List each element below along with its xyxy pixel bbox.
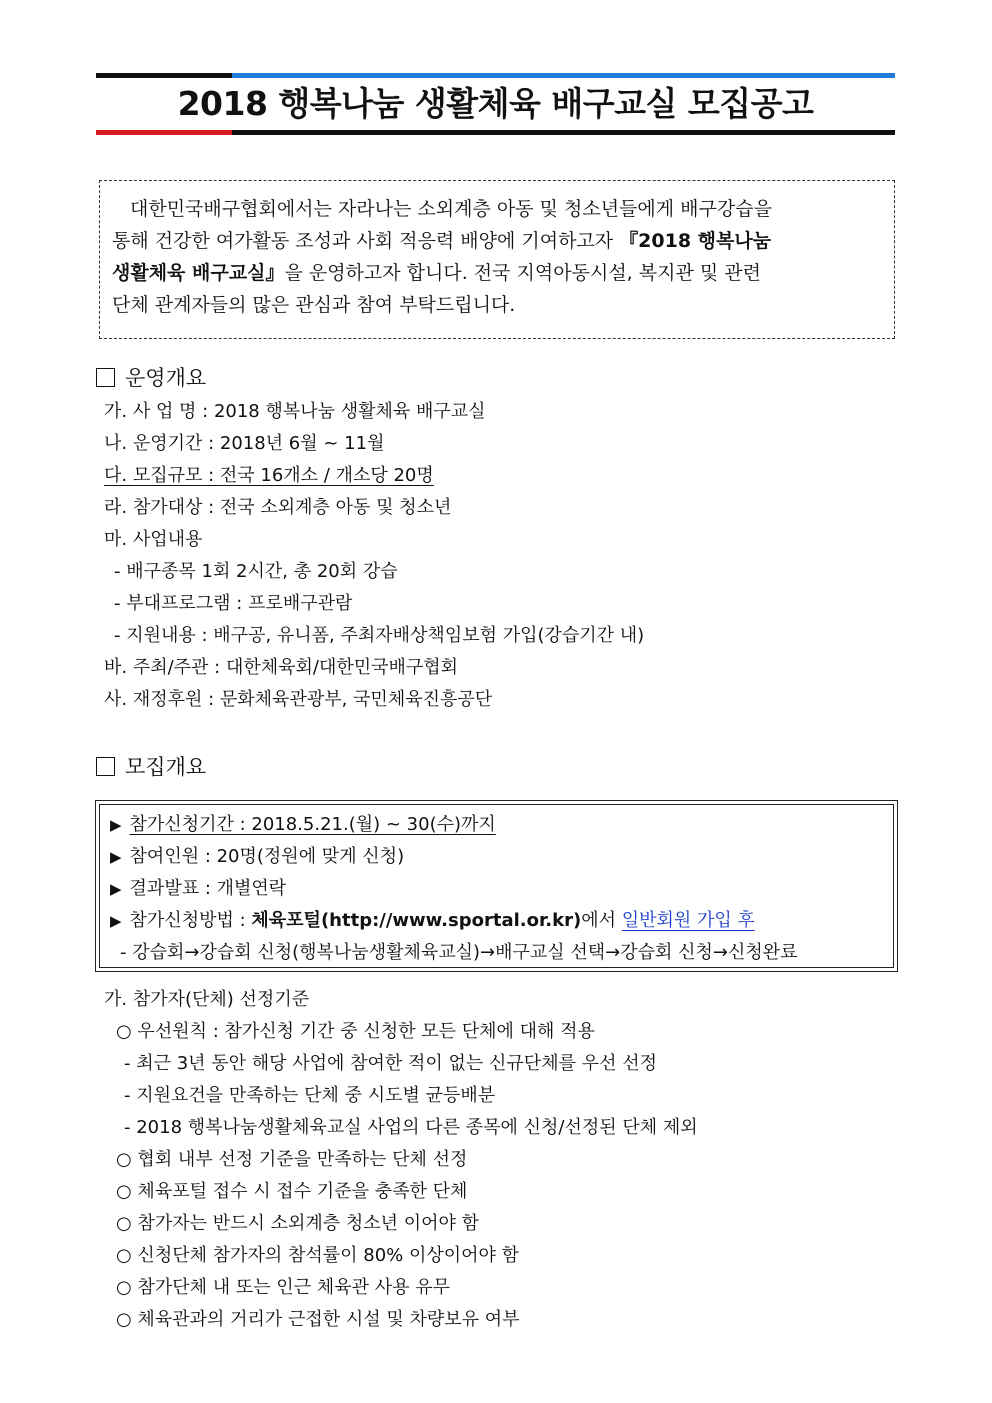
operation-item: 라. 참가대상 : 전국 소외계층 아동 및 청소년 — [104, 497, 452, 518]
criteria-item: ○ 체육포털 접수 시 접수 기준을 충족한 단체 — [116, 1181, 468, 1202]
recruit-info-box — [95, 800, 898, 972]
criteria-item: ○ 협회 내부 선정 기준을 만족하는 단체 선정 — [116, 1149, 468, 1170]
criteria-item: ○ 체육관과의 거리가 근접한 시설 및 차량보유 여부 — [116, 1309, 520, 1330]
checkbox-square-icon — [96, 368, 115, 387]
member-signup-link[interactable]: 일반회원 가입 후 — [621, 910, 755, 931]
title-top-bar — [96, 73, 895, 78]
criteria-title: 가. 참가자(단체) 선정기준 — [104, 989, 310, 1010]
intro-line-2a: 통해 건강한 여가활동 조성과 사회 적응력 배양에 기여하고자 — [112, 230, 620, 252]
operation-item: 다. 모집규모 : 전국 16개소 / 개소당 20명 — [104, 465, 434, 486]
criteria-list — [104, 984, 698, 1336]
title-banner — [96, 73, 895, 135]
page-title: 2018 행복나눔 생활체육 배구교실 모집공고 — [177, 84, 814, 123]
criteria-item: ○ 참가자는 반드시 소외계층 청소년 이어야 함 — [116, 1213, 480, 1234]
intro-line-1: 대한민국배구협회에서는 자라나는 소외계층 아동 및 청소년들에게 배구강습을 — [130, 198, 772, 220]
section-heading-operation — [96, 364, 206, 392]
triangle-bullet-icon: ▶ — [110, 880, 122, 898]
intro-box — [99, 180, 895, 339]
criteria-item: ○ 참가단체 내 또는 인근 체육관 사용 유무 — [116, 1277, 450, 1298]
operation-item: 마. 사업내용 — [104, 529, 203, 550]
intro-line-3a: 생활체육 배구교실』 — [112, 262, 285, 284]
operation-item: 가. 사 업 명 : 2018 행복나눔 생활체육 배구교실 — [104, 401, 486, 422]
section-heading-recruit — [96, 753, 206, 781]
criteria-subitem: - 최근 3년 동안 해당 사업에 참여한 적이 없는 신규단체를 우선 선정 — [124, 1053, 657, 1074]
recruit-row-capacity: ▶ 참여인원 : 20명(정원에 맞게 신청) — [110, 841, 883, 873]
section-heading-text: 운영개요 — [125, 366, 207, 390]
criteria-item: ○ 신청단체 참가자의 참석률이 80% 이상이어야 함 — [116, 1245, 520, 1266]
triangle-bullet-icon: ▶ — [110, 816, 122, 834]
checkbox-square-icon — [96, 757, 115, 776]
triangle-bullet-icon: ▶ — [110, 848, 122, 866]
operation-item: 나. 운영기간 : 2018년 6월 ~ 11월 — [104, 433, 385, 454]
criteria-subitem: - 2018 행복나눔생활체육교실 사업의 다른 종목에 신청/선정된 단체 제외 — [124, 1117, 698, 1138]
criteria-subitem: - 지원요건을 만족하는 단체 중 시도별 균등배분 — [124, 1085, 496, 1106]
intro-line-3b: 을 운영하고자 합니다. 전국 지역아동시설, 복지관 및 관련 — [284, 262, 761, 284]
intro-line-4: 단체 관계자들의 많은 관심과 참여 부탁드립니다. — [112, 294, 516, 316]
operation-item: 사. 재정후원 : 문화체육관광부, 국민체육진흥공단 — [104, 689, 493, 710]
operation-item: 바. 주최/주관 : 대한체육회/대한민국배구협회 — [104, 657, 459, 678]
recruit-row-method: ▶ 참가신청방법 : 체육포털(http://www.sportal.or.kr)에서 일반회원 가입 후 — [110, 905, 883, 937]
sportal-url-text: 체육포털(http://www.sportal.or.kr) — [251, 910, 582, 931]
intro-paragraph — [112, 193, 882, 321]
recruit-row-result: ▶ 결과발표 : 개별연락 — [110, 873, 883, 905]
recruit-row-period: ▶ 참가신청기간 : 2018.5.21.(월) ~ 30(수)까지 — [110, 809, 883, 841]
section-heading-text: 모집개요 — [125, 755, 207, 779]
recruit-row-steps: - 강습회→강습회 신청(행복나눔생활체육교실)→배구교실 선택→강습회 신청→신청완료 — [120, 942, 798, 963]
operation-subitem: - 배구종목 1회 2시간, 총 20회 강습 — [114, 561, 398, 582]
operation-subitem: - 부대프로그램 : 프로배구관람 — [114, 593, 353, 614]
operation-subitem: - 지원내용 : 배구공, 유니폼, 주최자배상책임보험 가입(강습기간 내) — [114, 625, 645, 646]
criteria-item: ○ 우선원칙 : 참가신청 기간 중 신청한 모든 단체에 대해 적용 — [116, 1021, 595, 1042]
triangle-bullet-icon: ▶ — [110, 912, 122, 930]
title-bottom-bar — [96, 130, 895, 135]
operation-list — [104, 396, 644, 716]
intro-line-2b: 『2018 행복나눔 — [619, 230, 772, 252]
